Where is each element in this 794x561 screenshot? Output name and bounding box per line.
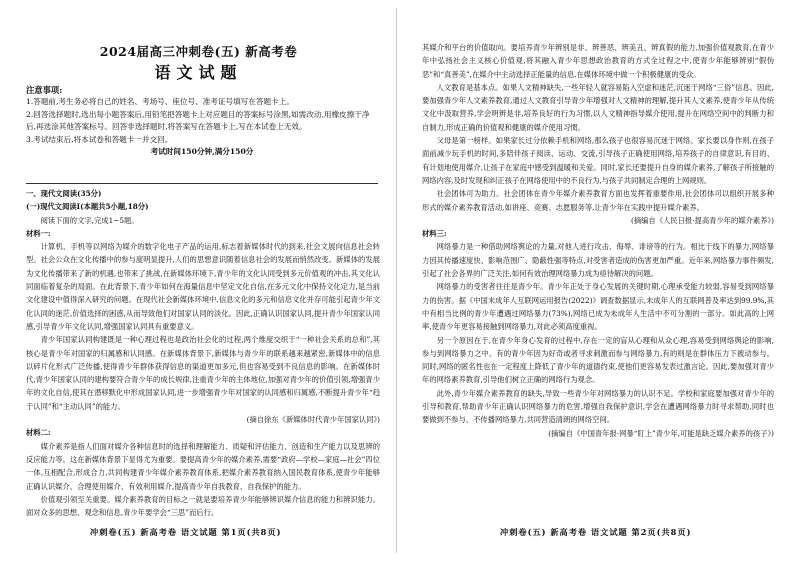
material-label: 材料二: <box>26 428 51 438</box>
section-divider <box>26 183 378 184</box>
section-heading: 一、现代文阅读(35分) <box>26 189 102 198</box>
paragraph: 网络暴力的受害者往往是青少年。青少年正处于身心发展的关键时期,心理承受能力较弱,容易受到网络暴力的伤害。据《中国未成年人互联网运用报告(2022)》调查数据显示,未成年人的互联网普及率达到99.9%,其中有相当比例的青少年遭遇过网络暴力(73%),网络已成为未成年人生活中不可分割的一部分。如此高的上网率,使青少年更容易接触到网络暴力,对此必须高度重视。 <box>422 282 774 332</box>
note-item: 2.回答选择题时,选出每小题答案后,用铅笔把答题卡上对应题目的答案标号涂黑,如需改动,用橡皮擦干净后,再选涂其他答案标号。回答非选择题时,将答案写在答题卡上,写在本试卷上无效。 <box>26 109 370 132</box>
paragraph: 社会团体可为助力。社会团体在青少年媒介素养教育方面也发挥着重要作用,社会团体可以组织开展多种形式的媒介素养教育活动,如讲座、竞赛、志愿服务等,让青少年在实践中提升媒介素养。 <box>422 189 774 212</box>
material-label: 材料一: <box>26 228 51 238</box>
source-citation: (摘编自《中国青年报·网暴“盯上”青少年,可能是缺乏媒介素养的孩子》) <box>548 428 774 438</box>
paragraph: 人文教育是基本点。如果人文精神缺失,一些年轻人就容易陷入空虚和迷茫,沉迷于网络“三俗”信息。因此,要加强青少年人文素养教育,通过人文教育引导青少年增强对人文精神的理解,提升其人文素养,使青少年从传统文化中汲取营养,学会明辨是非,培养良好的行为习惯,以人文精神指导媒介使用,提升在网络空间中的判断力和自制力,形成正确的价值观和健康的媒介使用习惯。 <box>422 82 774 132</box>
paragraph: 计算机、手机等以网络为媒介的数字化电子产品的运用,标志着新媒体时代的到来,社会文展向信息社会转型。社会公众在文化传播中的参与度明显提升,人们的思想意识随着信息社会的发展而悄然改变。新媒体的发展为文化传播带来了新的机遇,也带来了挑战,在新媒体环境下,青少年的文化认同受到多元价值观的冲击,其文化认同面临着复杂的局面。在此背景下,青少年如何在海量信息中坚定文化自信,在多元文化中保持文化定力,是当前文化建设中值得深入研究的问题。在现代社会新媒体环境中,信息文化的多元和信息文化并存可能引起青少年文化认同的迷茫,价值选择的困惑,从而导致他们对国家认同的淡化。因此,正确认识国家认同,提升青少年国家认同感,引导青少年文化认同,增强国家认同具有重要意义。 <box>26 242 380 331</box>
source-citation: (摘编自《人民日报·提高青少年的媒介素养》) <box>630 215 774 225</box>
note-item: 1.答题前,考生务必将自己的姓名、考场号、座位号、准考证号填写在答题卡上。 <box>26 97 294 107</box>
paragraph: 父母是第一榜样。如果家长过分依赖手机和网络,那么孩子也很容易沉迷于网络。家长要以身作则,在孩子面前减少玩手机的时间,多陪伴孩子阅读、运动、交流,引导孩子正确使用网络,培养孩子的自律意识,有目的、有计划地使用媒介,让孩子在家庭中感受到温暖和关爱。同时,家长还要提升自身的媒介素养,了解孩子所接触的网络内容,及时发现和纠正孩子在网络使用中的不良行为,与孩子共同制定合理的上网规则。 <box>422 136 774 185</box>
note-item: 3.考试结束后,将本试卷和答题卡一并交回。 <box>26 134 173 144</box>
page-footer: 冲刺卷(五) 新高考卷 语文试题 第2页(共8页) <box>500 527 692 537</box>
paragraph: 青少年国家认同构建既是一种心理过程也是政治社会化的过程,两个维度交织于“一种社会关系的总和”,其核心是青少年对国家的归属感和认同感。在新媒体背景下,新媒体与青少年的联系越来越紧密,新媒体中的信息以碎片化形式广泛传播,使得青少年群体获得信息的渠道更加多元,但也容易受到不良信息的影响。在新媒体时代,青少年国家认同的建构要符合青少年的成长规律,注重青少年的主体地位,加强对青少年的价值引领,增强青少年的文化自信,使其在潜移默化中形成国家认同,进一步增强青少年对国家的认同感和归属感,不断提升青少年“趋于认同”和“主动认同”的能力。 <box>26 335 380 411</box>
page-footer: 冲刺卷(五) 新高考卷 语文试题 第1页(共8页) <box>90 527 282 537</box>
right-column-text <box>422 41 774 440</box>
notes-heading: 注意事项: <box>26 85 63 95</box>
material-label: 材料三: <box>422 229 447 239</box>
instructions-box <box>26 84 378 158</box>
subject-title: 语文试题 <box>154 63 243 82</box>
paragraph: 此外,青少年媒介素养教育的缺失,导致一些青少年对网络暴力的认识不足。学校和家庭要加强对青少年的引导和教育,帮助青少年正确认识网络暴力的危害,增强自我保护意识,学会在遭遇网络暴力时寻求帮助,同时也要做到不参与、不传播网络暴力,共同营造清朗的网络空间。 <box>422 388 774 425</box>
subsection-heading: (一)现代文阅读Ⅰ(本题共5小题,18分) <box>26 202 149 212</box>
paragraph: 价值观引领至关重要。媒介素养教育的目标之一就是要培养青少年能够辨识媒介信息的能力和辨识能力。面对众多的思想、观念和信息,青少年要学会“三思”而后行。 <box>26 494 380 518</box>
paragraph: 网络暴力是一种借助网络舆论的力量,对他人进行攻击、侮辱、诽谤等的行为。相比于线下的暴力,网络暴力因其传播速度快、影响范围广、隐蔽性强等特点,对受害者造成的伤害更加严重。近年来,网络暴力事件频发,引起了社会各界的广泛关注,如何有效治理网络暴力成为亟待解决的问题。 <box>422 242 774 279</box>
reading-instruction: 阅读下面的文字,完成1~5题。 <box>40 215 139 225</box>
source-citation: (摘自徐东《新媒体时代青少年国家认同》) <box>246 415 380 425</box>
time-score: 考试时间150分钟,满分150分 <box>150 147 254 157</box>
left-column-text <box>26 187 380 519</box>
paragraph: 另一个原因在于,在青少年身心发育的过程中,存在一定的盲从心理和从众心理,容易受到网络舆论的影响,参与到网络暴力之中。有的青少年因为好奇或者寻求刺激而参与网络暴力,有的则是在群体压力下被动参与。同时,网络的匿名性也在一定程度上降低了青少年的道德约束,使他们更容易发表过激言论。因此,要加强对青少年的网络素养教育,引导他们树立正确的网络行为观念。 <box>422 335 774 385</box>
paragraph: 媒介素养是指人们面对媒介各种信息时的选择和理解能力、质疑和评估能力、创造和生产能力以及思辨的反应能力等。这在新媒体背景下显得尤为重要。要提高青少年的媒介素养,需要“政府—学校—家庭—社会”四位一体,互相配合,形成合力,共同构建青少年媒介素养教育体系,把媒介素养教育纳入国民教育体系,使青少年能够正确认识媒介、合理使用媒介、有效利用媒介,提高青少年自我教育、自我保护的能力。 <box>26 441 380 491</box>
paragraph: 其媒介和平台的价值取向。要培养青少年辨别是非、辨善恶、辨美丑、辨真假的能力,加强价值观教育,在青少年中弘扬社会主义核心价值观,将其融入青少年思想政治教育的方式全过程之中,使青少年能够辨别“假伪恶”和“真善美”,在媒介中主动选择正能量的信息,在媒体环境中做一个积极健康的受众。 <box>422 43 774 79</box>
exam-title: 2024届高三冲刺卷(五) 新高考卷 <box>99 44 298 59</box>
